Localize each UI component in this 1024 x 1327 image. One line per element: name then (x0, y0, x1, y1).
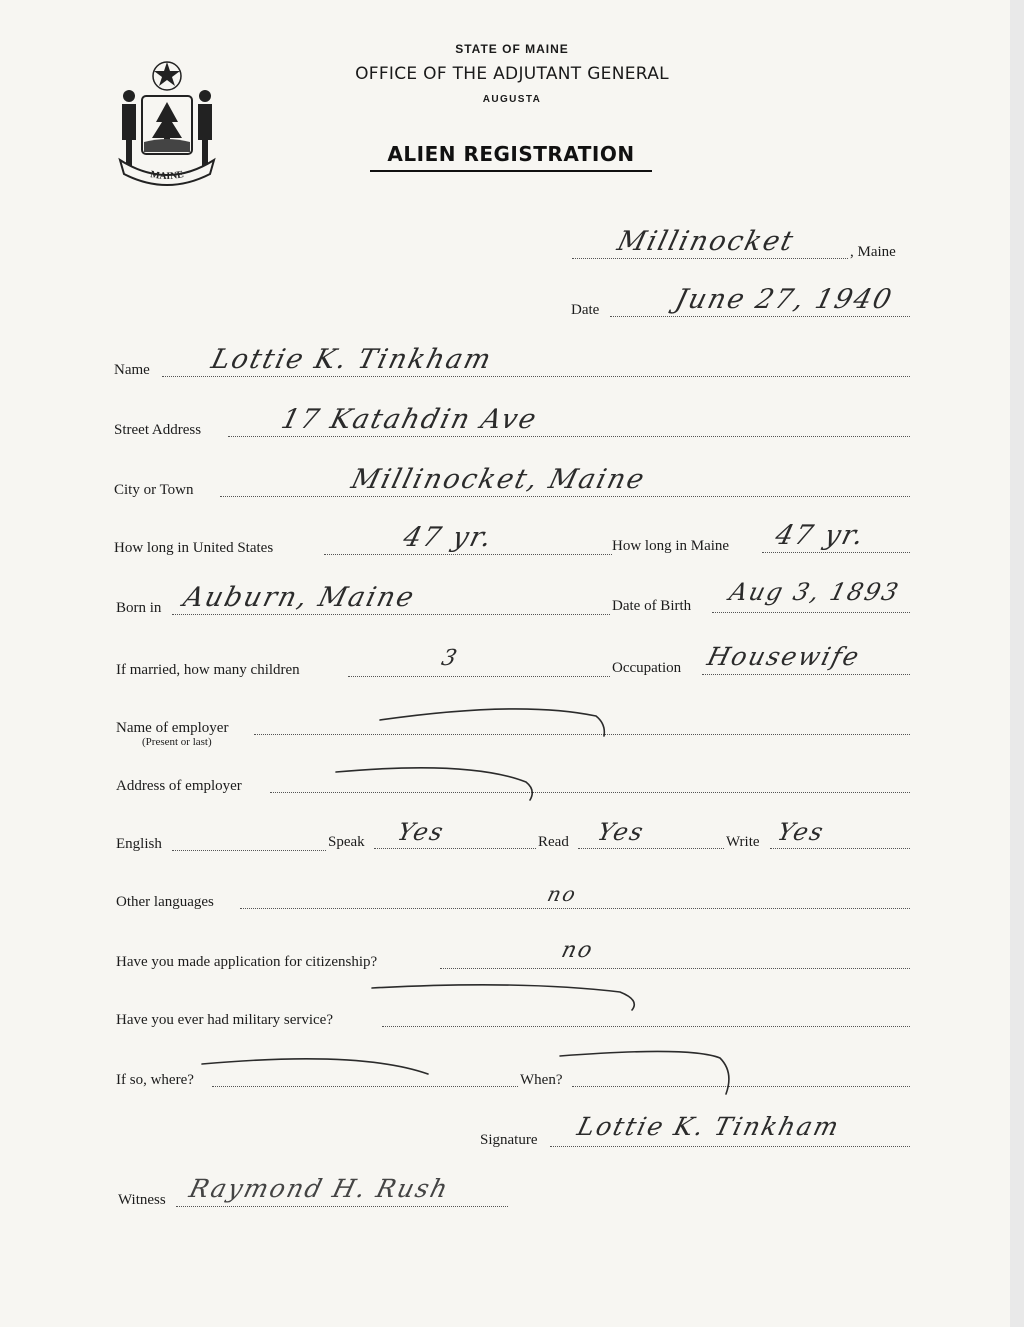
when-dash-stroke (560, 1051, 729, 1094)
city-label: City or Town (114, 482, 194, 498)
maine-years-value: 47 yr. (772, 520, 869, 551)
military-label: Have you ever had military service? (116, 1012, 333, 1028)
city-value: Millinocket, Maine (348, 464, 649, 495)
military-dash-stroke (372, 985, 634, 1010)
citizenship-value: no (558, 938, 597, 963)
born-in-label: Born in (116, 600, 162, 616)
signature-value: Lottie K. Tinkham (574, 1112, 844, 1141)
city-line (220, 496, 910, 497)
english-line (172, 850, 326, 851)
employer-address-dash-stroke (336, 768, 532, 800)
witness-label: Witness (118, 1192, 166, 1208)
employer-sublabel: (Present or last) (142, 736, 212, 748)
place-line (572, 258, 848, 259)
us-years-value: 47 yr. (400, 522, 497, 553)
dob-line (712, 612, 910, 613)
other-languages-label: Other languages (116, 894, 214, 910)
where-dash-stroke (202, 1059, 428, 1074)
born-in-line (172, 614, 610, 615)
employer-address-line (270, 792, 910, 793)
where-label: If so, where? (116, 1072, 194, 1088)
born-in-value: Auburn, Maine (180, 582, 419, 613)
date-value: June 27, 1940 (672, 284, 897, 315)
us-years-label: How long in United States (114, 540, 274, 556)
children-line (348, 676, 610, 677)
name-line (162, 376, 910, 377)
date-line (610, 316, 910, 317)
occupation-line (702, 674, 910, 675)
read-value: Yes (594, 818, 648, 846)
other-languages-value: no (545, 882, 580, 906)
citizenship-line (440, 968, 910, 969)
name-value: Lottie K. Tinkham (208, 344, 496, 375)
employer-line (254, 734, 910, 735)
dob-label: Date of Birth (612, 598, 692, 614)
dob-value: Aug 3, 1893 (726, 578, 903, 606)
occupation-label: Occupation (612, 660, 682, 676)
signature-line (550, 1146, 910, 1147)
read-line (578, 848, 724, 849)
street-address-value: 17 Katahdin Ave (278, 404, 541, 435)
when-line (572, 1086, 910, 1087)
employer-dash-stroke (380, 709, 604, 736)
street-address-label: Street Address (114, 422, 202, 438)
place-value: Millinocket (614, 226, 799, 257)
maine-state-seal (112, 56, 222, 188)
form-title: ALIEN REGISTRATION (370, 142, 652, 172)
occupation-value: Housewife (704, 642, 864, 671)
seal-lettering: MAINE (149, 169, 185, 183)
write-label: Write (726, 834, 760, 850)
citizenship-label: Have you made application for citizenship? (116, 954, 378, 970)
military-line (382, 1026, 910, 1027)
employer-address-label: Address of employer (116, 778, 242, 794)
write-value: Yes (774, 818, 828, 846)
speak-label: Speak (328, 834, 365, 850)
street-address-line (228, 436, 910, 437)
employer-label: Name of employer (116, 720, 229, 736)
signature-label: Signature (480, 1132, 538, 1148)
header-state: STATE OF MAINE (455, 42, 569, 56)
date-label: Date (571, 302, 600, 318)
maine-years-line (762, 552, 910, 553)
when-label: When? (520, 1072, 563, 1088)
witness-value: Raymond H. Rush (186, 1174, 453, 1203)
speak-line (374, 848, 536, 849)
witness-line (176, 1206, 508, 1207)
other-languages-line (240, 908, 910, 909)
place-suffix: , Maine (850, 244, 896, 260)
speak-value: Yes (394, 818, 448, 846)
header-office: OFFICE OF THE ADJUTANT GENERAL (355, 64, 669, 84)
maine-years-label: How long in Maine (612, 538, 730, 554)
english-label: English (116, 836, 162, 852)
read-label: Read (538, 834, 569, 850)
us-years-line (324, 554, 612, 555)
svg-text:MAINE (149, 169, 185, 182)
where-line (212, 1086, 518, 1087)
children-value: 3 (438, 646, 462, 671)
header-city: AUGUSTA (482, 94, 542, 105)
children-label: If married, how many children (116, 662, 300, 678)
name-label: Name (114, 362, 150, 378)
write-line (770, 848, 910, 849)
